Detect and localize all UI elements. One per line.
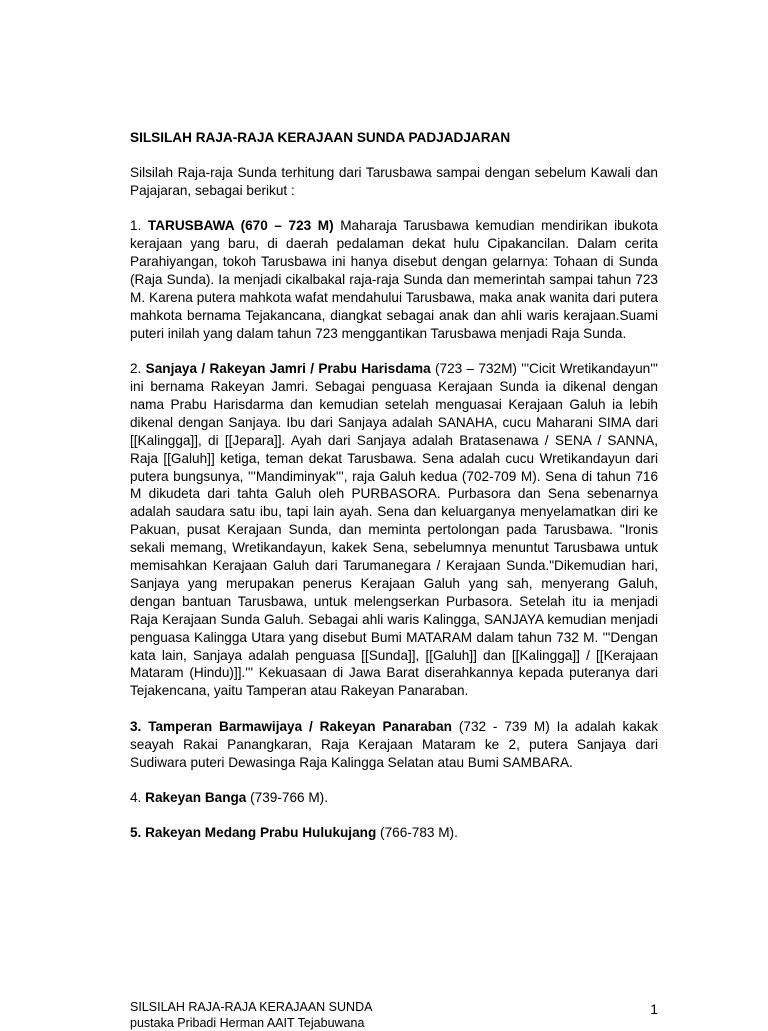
- entry-name: 5. Rakeyan Medang Prabu Hulukujang: [130, 825, 377, 841]
- entry-1: [130, 217, 658, 342]
- entry-text: Maharaja Tarusbawa kemudian mendirikan ibukota kerajaan yang baru, di daerah pedalaman dekat hulu Cipakancilan. Dalam cerita Parahiyangan, tokoh Tarusbawa ini hanya disebut dengan gelarnya: Tohaan di Sunda (Raja Sunda). Ia menjadi cikalbakal raja-raja Sunda dan memerintah sampai tahun 723 M. Karena putera mahkota wafat mendahului Tarusbawa, maka anak wanita dari putera mahkota bernama Tejakancana, diangkat sebagai anak dan ahli waris kerajaan.Suami puteri inilah yang dalam tahun 723 menggantikan Tarusbawa menjadi Raja Sunda.: [130, 218, 658, 341]
- entry-name: 3. Tamperan Barmawijaya / Rakeyan Panaraban: [130, 718, 452, 734]
- page-number: 1: [650, 1001, 658, 1017]
- intro-paragraph: Silsilah Raja-raja Sunda terhitung dari Tarusbawa sampai dengan sebelum Kawali dan Pajajaran, sebagai berikut :: [130, 164, 658, 198]
- footer-line-1: SILSILAH RAJA-RAJA KERAJAAN SUNDA: [130, 1000, 373, 1014]
- document-body: [130, 129, 658, 860]
- entry-5: [130, 824, 658, 842]
- entry-text: (732 - 739 M) Ia adalah kakak seayah Rakai Panangkaran, Raja Kerajaan Mataram ke 2, putera Sanjaya dari Sudiwara puteri Dewasinga Raja Kalingga Selatan atau Bumi SAMBARA.: [130, 718, 659, 770]
- footer-line-2: pustaka Pribadi Herman AAIT Tejabuwana: [130, 1016, 365, 1030]
- entry-3: [130, 718, 658, 772]
- entry-name: Rakeyan Banga: [145, 790, 247, 805]
- entry-name: TARUSBAWA (670 – 723 M): [147, 218, 334, 234]
- entry-name: Sanjaya / Rakeyan Jamri / Prabu Harisdama: [145, 361, 431, 377]
- entry-text: (766-783 M).: [376, 825, 458, 841]
- entry-2: [130, 360, 658, 700]
- document-title: SILSILAH RAJA-RAJA KERAJAAN SUNDA PADJADJARAN: [130, 130, 511, 145]
- entry-prefix: 1.: [130, 218, 148, 234]
- entry-text: (723 – 732M) '''Cicit Wretikandayun''' ini bernama Rakeyan Jamri. Sebagai penguasa Kerajaan Sunda ia dikenal dengan nama Prabu Harisdarma dan kemudian setelah menguasai Kerajaan Galuh ia lebih dikenal dengan Sanjaya. Ibu dari Sanjaya adalah SANAHA, cucu Maharani SIMA dari [[Kalingga]], di [[Jepara]]. Ayah dari Sanjaya adalah Bratasenawa / SENA / SANNA, Raja [[Galuh]] ketiga, teman dekat Tarusbawa. Sena adalah cucu Wretikandayun dari putera bungsunya, '''Mandiminyak''', raja Galuh kedua (702-709 M). Sena di tahun 716 M dikudeta dari tahta Galuh oleh PURBASORA. Purbasora dan Sena sebenarnya adalah saudara satu ibu, tapi lain ayah. Sena dan keluarganya menyelamatkan diri ke Pakuan, pusat Kerajaan Sunda, dan meminta pertolongan pada Tarusbawa. "Ironis sekali memang, Wretikandayun, kakek Sena, sebelumnya menuntut Tarusbawa untuk memisahkan Kerajaan Galuh dari Tarumanegara / Kerajaan Sunda."Dikemudian hari, Sanjaya yang merupakan penerus Kerajaan Galuh yang sah, menyerang Galuh, dengan bantuan Tarusbawa, untuk melengserkan Purbasora. Setelah itu ia menjadi Raja Kerajaan Sunda Galuh. Sebagai ahli waris Kalingga, SANJAYA kemudian menjadi penguasa Kalingga Utara yang disebut Bumi MATARAM dalam tahun 732 M. '''Dengan kata lain, Sanjaya adalah penguasa [[Sunda]], [[Galuh]] dan [[Kalingga]] / [[Kerajaan Mataram (Hindu)]].''' Kekuasaan di Jawa Barat diserahkannya kepada puteranya dari Tejakencana, yaitu Tamperan atau Rakeyan Panaraban.: [130, 361, 659, 699]
- entry-4: [130, 789, 658, 807]
- entry-text: (739-766 M).: [246, 790, 328, 805]
- page-footer: [130, 999, 530, 1031]
- entry-prefix: 2.: [130, 361, 146, 377]
- entry-prefix: 4.: [130, 790, 146, 805]
